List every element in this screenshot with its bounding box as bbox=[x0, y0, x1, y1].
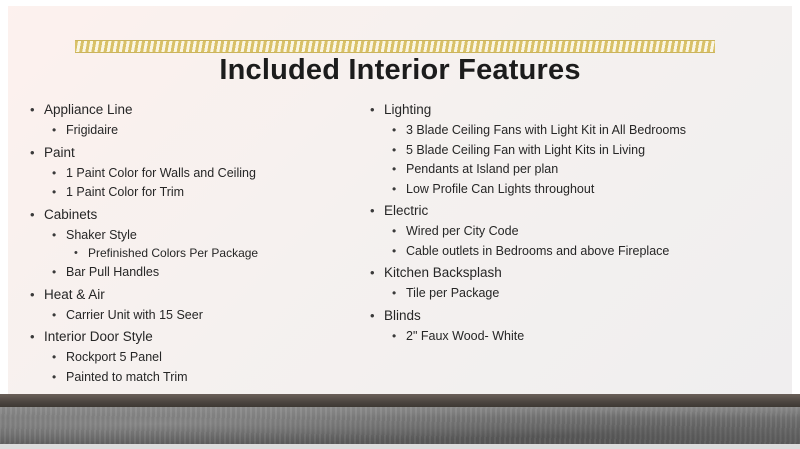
content-columns bbox=[0, 100, 800, 389]
bullet-icon: • bbox=[370, 203, 375, 218]
slide-top-margin bbox=[0, 0, 800, 6]
footer-floor-texture bbox=[0, 407, 800, 449]
list-item-label: 1 Paint Color for Trim bbox=[66, 185, 185, 199]
list-item-label: Shaker Style bbox=[66, 227, 137, 242]
list-item-label: Cabinets bbox=[44, 206, 98, 222]
list-item bbox=[366, 263, 800, 303]
sub-sub-list bbox=[66, 244, 360, 262]
list-item bbox=[44, 368, 360, 387]
sub-list bbox=[44, 164, 360, 202]
right-column-list bbox=[366, 100, 800, 345]
bullet-icon: • bbox=[30, 286, 35, 302]
bullet-icon: • bbox=[392, 243, 397, 258]
footer-dark-strip bbox=[0, 394, 800, 407]
list-item bbox=[384, 180, 800, 199]
list-item-label: Carrier Unit with 15 Seer bbox=[66, 307, 203, 322]
list-item bbox=[384, 242, 800, 261]
list-item-label: Prefinished Colors Per Package bbox=[88, 246, 259, 260]
left-column bbox=[0, 100, 360, 389]
list-item-label: Lighting bbox=[384, 102, 432, 117]
bullet-icon: • bbox=[392, 142, 397, 157]
sub-list bbox=[384, 327, 800, 346]
left-column-list bbox=[26, 100, 360, 386]
list-item bbox=[44, 226, 360, 263]
bullet-icon: • bbox=[370, 102, 375, 117]
sub-list bbox=[44, 348, 360, 386]
footer-bottom-edge bbox=[0, 444, 800, 449]
list-item bbox=[384, 160, 800, 179]
list-item-label: Painted to match Trim bbox=[66, 369, 188, 384]
list-item bbox=[384, 284, 800, 303]
page-title: Included Interior Features bbox=[219, 54, 581, 86]
list-item-label: Tile per Package bbox=[406, 286, 500, 300]
sub-list bbox=[384, 284, 800, 303]
list-item-label: Heat & Air bbox=[44, 286, 105, 302]
list-item-label: 1 Paint Color for Walls and Ceiling bbox=[66, 165, 256, 180]
list-item bbox=[366, 100, 800, 198]
bullet-icon: • bbox=[392, 286, 397, 300]
list-item bbox=[26, 285, 360, 325]
sub-list bbox=[384, 222, 800, 260]
bullet-icon: • bbox=[52, 307, 57, 322]
bullet-icon: • bbox=[52, 265, 57, 279]
list-item-label: Wired per City Code bbox=[406, 224, 519, 238]
list-item bbox=[44, 121, 360, 140]
slide-footer-image bbox=[0, 394, 800, 449]
list-item bbox=[384, 222, 800, 241]
bullet-icon: • bbox=[52, 185, 57, 199]
bullet-icon: • bbox=[392, 123, 397, 137]
list-item bbox=[44, 263, 360, 282]
bullet-icon: • bbox=[30, 329, 35, 344]
bullet-icon: • bbox=[392, 224, 397, 238]
list-item bbox=[366, 306, 800, 346]
bullet-icon: • bbox=[52, 123, 57, 137]
bullet-icon: • bbox=[30, 206, 35, 222]
bullet-icon: • bbox=[370, 265, 375, 280]
list-item bbox=[366, 201, 800, 260]
list-item-label: Blinds bbox=[384, 307, 421, 323]
list-item bbox=[44, 306, 360, 325]
list-item bbox=[26, 327, 360, 386]
bullet-icon: • bbox=[74, 247, 78, 259]
list-item bbox=[384, 141, 800, 160]
list-item-label: Interior Door Style bbox=[44, 329, 153, 344]
bullet-icon: • bbox=[52, 350, 57, 364]
bullet-icon: • bbox=[30, 144, 35, 160]
list-item bbox=[384, 327, 800, 346]
list-item bbox=[44, 348, 360, 367]
list-item bbox=[44, 164, 360, 183]
list-item bbox=[26, 205, 360, 282]
bullet-icon: • bbox=[392, 328, 397, 343]
list-item-label: Low Profile Can Lights throughout bbox=[406, 181, 595, 196]
list-item bbox=[26, 143, 360, 202]
bullet-icon: • bbox=[52, 227, 57, 242]
sub-list bbox=[384, 121, 800, 198]
bullet-icon: • bbox=[30, 102, 35, 117]
list-item bbox=[384, 121, 800, 140]
bullet-icon: • bbox=[52, 369, 57, 384]
list-item-label: Frigidaire bbox=[66, 123, 119, 137]
sub-list bbox=[44, 121, 360, 140]
list-item-label: 2" Faux Wood- White bbox=[406, 328, 525, 343]
sub-list bbox=[44, 226, 360, 282]
list-item bbox=[26, 100, 360, 140]
list-item-label: Electric bbox=[384, 203, 429, 218]
list-item-label: 5 Blade Ceiling Fan with Light Kits in Living bbox=[406, 142, 646, 157]
list-item bbox=[66, 244, 360, 262]
list-item-label: Appliance Line bbox=[44, 102, 133, 117]
list-item-label: Kitchen Backsplash bbox=[384, 265, 502, 280]
bullet-icon: • bbox=[52, 165, 57, 180]
list-item-label: Bar Pull Handles bbox=[66, 265, 160, 279]
sub-list bbox=[44, 306, 360, 325]
list-item-label: 3 Blade Ceiling Fans with Light Kit in All Bedrooms bbox=[406, 123, 687, 137]
bullet-icon: • bbox=[392, 162, 397, 176]
list-item-label: Cable outlets in Bedrooms and above Fireplace bbox=[406, 243, 670, 258]
list-item-label: Rockport 5 Panel bbox=[66, 350, 162, 364]
gold-hatched-divider bbox=[75, 40, 715, 53]
bullet-icon: • bbox=[370, 307, 375, 323]
list-item bbox=[44, 183, 360, 202]
bullet-icon: • bbox=[392, 181, 397, 196]
right-column bbox=[360, 100, 800, 389]
list-item-label: Paint bbox=[44, 144, 75, 160]
list-item-label: Pendants at Island per plan bbox=[406, 162, 559, 176]
